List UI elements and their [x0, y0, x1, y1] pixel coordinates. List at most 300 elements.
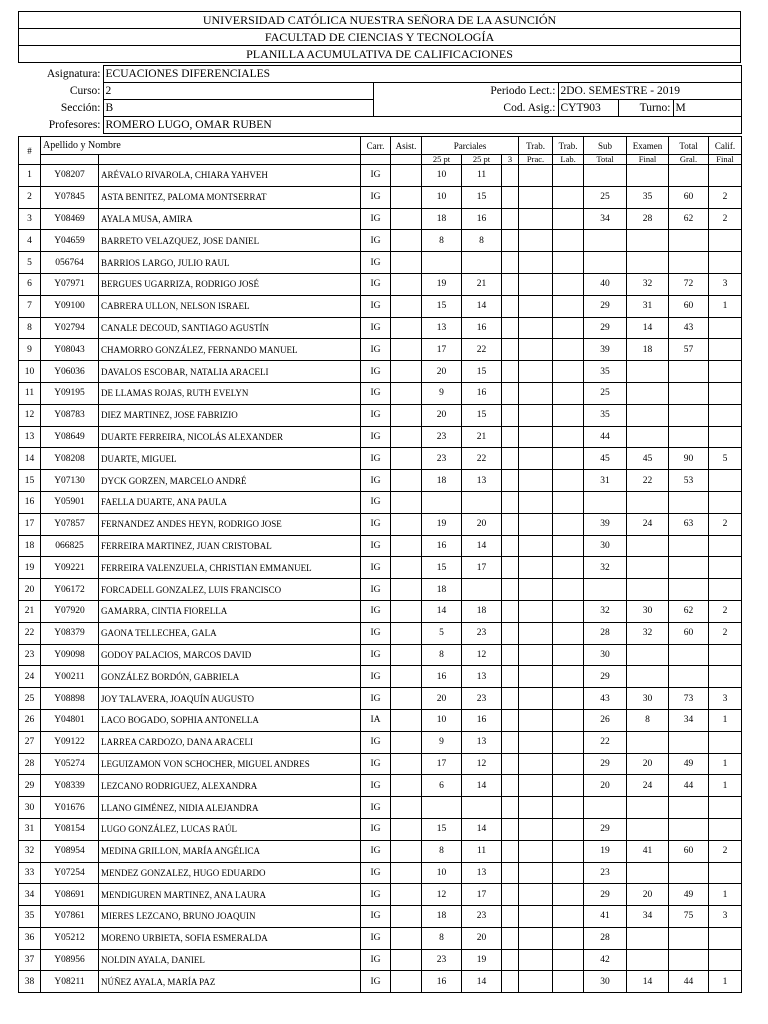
student-name: BARRETO VELAZQUEZ, JOSE DANIEL: [99, 230, 361, 252]
trab-prac: [519, 840, 553, 862]
parcial-2: 20: [462, 513, 502, 535]
trab-lab: [553, 709, 584, 731]
carrera: IG: [361, 426, 391, 448]
col-examen-final: Final: [627, 155, 669, 165]
calif-final: [709, 579, 742, 601]
parcial-3: [502, 426, 519, 448]
student-code: Y02794: [41, 317, 99, 339]
parcial-1: 19: [422, 273, 462, 295]
parcial-1: 19: [422, 513, 462, 535]
table-row: [19, 753, 742, 775]
total-gral: 49: [669, 753, 709, 775]
parcial-1: 17: [422, 753, 462, 775]
calif-final: 1: [709, 775, 742, 797]
sub-total: [584, 165, 627, 187]
trab-lab: [553, 165, 584, 187]
trab-prac: [519, 644, 553, 666]
col-total-gral: Gral.: [669, 155, 709, 165]
parcial-3: [502, 382, 519, 404]
student-code: Y08211: [41, 971, 99, 993]
row-num: 30: [19, 797, 41, 819]
student-name: DYCK GORZEN, MARCELO ANDRÉ: [99, 470, 361, 492]
examen-final: [627, 797, 669, 819]
parcial-3: [502, 971, 519, 993]
row-num: 2: [19, 186, 41, 208]
examen-final: [627, 731, 669, 753]
trab-prac: [519, 884, 553, 906]
course-info: [18, 65, 742, 134]
sub-total: 23: [584, 862, 627, 884]
col-nombre: Apellido y Nombre: [41, 137, 361, 155]
table-row: [19, 404, 742, 426]
row-num: 28: [19, 753, 41, 775]
carrera: IG: [361, 884, 391, 906]
curso-label: Curso:: [69, 85, 101, 97]
parcial-3: [502, 252, 519, 274]
asistencia: [391, 862, 422, 884]
sub-total: [584, 252, 627, 274]
parcial-3: [502, 317, 519, 339]
asistencia: [391, 666, 422, 688]
parcial-1: 10: [422, 165, 462, 187]
row-num: 22: [19, 622, 41, 644]
row-num: 38: [19, 971, 41, 993]
parcial-2: 22: [462, 339, 502, 361]
col-sub-total: Total: [584, 155, 627, 165]
parcial-2: 12: [462, 644, 502, 666]
asistencia: [391, 971, 422, 993]
total-gral: [669, 165, 709, 187]
parcial-1: 20: [422, 361, 462, 383]
parcial-3: [502, 339, 519, 361]
student-name: LARREA CARDOZO, DANA ARACELI: [99, 731, 361, 753]
total-gral: 63: [669, 513, 709, 535]
calif-final: 3: [709, 273, 742, 295]
total-gral: [669, 230, 709, 252]
trab-lab: [553, 600, 584, 622]
parcial-1: 9: [422, 382, 462, 404]
parcial-1: [422, 797, 462, 819]
carrera: IG: [361, 971, 391, 993]
asistencia: [391, 949, 422, 971]
asistencia: [391, 426, 422, 448]
sub-total: 26: [584, 709, 627, 731]
calif-final: 1: [709, 709, 742, 731]
table-row: [19, 666, 742, 688]
carrera: IG: [361, 382, 391, 404]
parcial-1: 12: [422, 884, 462, 906]
parcial-2: 16: [462, 317, 502, 339]
row-num: 7: [19, 295, 41, 317]
sub-total: 25: [584, 186, 627, 208]
student-code: Y08956: [41, 949, 99, 971]
trab-lab: [553, 797, 584, 819]
student-code: Y08339: [41, 775, 99, 797]
table-row: [19, 448, 742, 470]
sub-total: [584, 579, 627, 601]
parcial-1: 23: [422, 426, 462, 448]
col-p3: 3: [502, 155, 519, 165]
parcial-3: [502, 404, 519, 426]
examen-final: [627, 535, 669, 557]
sub-total: 35: [584, 361, 627, 383]
asistencia: [391, 448, 422, 470]
trab-lab: [553, 644, 584, 666]
trab-prac: [519, 230, 553, 252]
row-num: 37: [19, 949, 41, 971]
student-name: FORCADELL GONZALEZ, LUIS FRANCISCO: [99, 579, 361, 601]
carrera: IG: [361, 775, 391, 797]
table-row: [19, 906, 742, 928]
grade-sheet: [18, 11, 741, 993]
total-gral: [669, 579, 709, 601]
student-code: 056764: [41, 252, 99, 274]
table-row: [19, 971, 742, 993]
parcial-3: [502, 557, 519, 579]
carrera: IG: [361, 404, 391, 426]
examen-final: 24: [627, 775, 669, 797]
trab-prac: [519, 426, 553, 448]
carrera: IG: [361, 535, 391, 557]
table-row: [19, 317, 742, 339]
parcial-2: 14: [462, 818, 502, 840]
table-row: [19, 884, 742, 906]
calif-final: 2: [709, 622, 742, 644]
trab-prac: [519, 753, 553, 775]
total-gral: [669, 949, 709, 971]
sub-total: 44: [584, 426, 627, 448]
parcial-1: 20: [422, 688, 462, 710]
examen-final: [627, 404, 669, 426]
table-row: [19, 535, 742, 557]
trab-lab: [553, 688, 584, 710]
cod-asig-label: Cod. Asig.:: [503, 101, 556, 114]
asignatura-label: Asignatura:: [46, 68, 101, 80]
carrera: IG: [361, 491, 391, 513]
row-num: 19: [19, 557, 41, 579]
grades-table: [18, 136, 742, 993]
trab-prac: [519, 818, 553, 840]
parcial-3: [502, 731, 519, 753]
trab-prac: [519, 361, 553, 383]
parcial-2: 11: [462, 165, 502, 187]
table-row: [19, 709, 742, 731]
trab-lab: [553, 971, 584, 993]
parcial-1: 8: [422, 644, 462, 666]
col-num: #: [19, 137, 41, 165]
calif-final: [709, 404, 742, 426]
parcial-3: [502, 361, 519, 383]
carrera: IG: [361, 230, 391, 252]
asistencia: [391, 273, 422, 295]
examen-final: [627, 666, 669, 688]
parcial-3: [502, 862, 519, 884]
trab-lab: [553, 295, 584, 317]
parcial-2: 16: [462, 709, 502, 731]
col-asist: Asist.: [391, 137, 422, 155]
calif-final: [709, 165, 742, 187]
calif-final: [709, 862, 742, 884]
sub-total: 35: [584, 404, 627, 426]
trab-lab: [553, 186, 584, 208]
parcial-1: 18: [422, 208, 462, 230]
parcial-2: 14: [462, 535, 502, 557]
parcial-3: [502, 775, 519, 797]
parcial-1: 16: [422, 666, 462, 688]
trab-lab: [553, 273, 584, 295]
carrera: IG: [361, 513, 391, 535]
student-name: MIERES LEZCANO, BRUNO JOAQUIN: [99, 906, 361, 928]
student-name: JOY TALAVERA, JOAQUÍN AUGUSTO: [99, 688, 361, 710]
examen-final: [627, 382, 669, 404]
examen-final: [627, 491, 669, 513]
row-num: 6: [19, 273, 41, 295]
student-name: MEDINA GRILLON, MARÍA ANGÉLICA: [99, 840, 361, 862]
row-num: 10: [19, 361, 41, 383]
calif-final: [709, 666, 742, 688]
carrera: IG: [361, 644, 391, 666]
trab-lab: [553, 753, 584, 775]
table-row: [19, 208, 742, 230]
calif-final: [709, 252, 742, 274]
carrera: IA: [361, 709, 391, 731]
calif-final: [709, 382, 742, 404]
student-name: CHAMORRO GONZÁLEZ, FERNANDO MANUEL: [99, 339, 361, 361]
carrera: IG: [361, 622, 391, 644]
carrera: IG: [361, 252, 391, 274]
calif-final: 1: [709, 884, 742, 906]
student-code: Y08691: [41, 884, 99, 906]
parcial-2: 23: [462, 622, 502, 644]
sub-total: 25: [584, 382, 627, 404]
parcial-3: [502, 579, 519, 601]
parcial-3: [502, 448, 519, 470]
total-gral: [669, 404, 709, 426]
examen-final: [627, 644, 669, 666]
asistencia: [391, 884, 422, 906]
parcial-2: 14: [462, 775, 502, 797]
asistencia: [391, 317, 422, 339]
turno-label: Turno:: [639, 102, 671, 114]
carrera: IG: [361, 295, 391, 317]
table-row: [19, 622, 742, 644]
row-num: 35: [19, 906, 41, 928]
trab-prac: [519, 513, 553, 535]
examen-final: 30: [627, 688, 669, 710]
sub-total: 29: [584, 753, 627, 775]
total-gral: [669, 797, 709, 819]
row-num: 25: [19, 688, 41, 710]
total-gral: [669, 666, 709, 688]
examen-final: 32: [627, 622, 669, 644]
asistencia: [391, 840, 422, 862]
examen-final: 30: [627, 600, 669, 622]
table-row: [19, 644, 742, 666]
parcial-3: [502, 535, 519, 557]
parcial-2: 17: [462, 557, 502, 579]
parcial-1: 14: [422, 600, 462, 622]
carrera: IG: [361, 208, 391, 230]
student-name: ASTA BENITEZ, PALOMA MONTSERRAT: [99, 186, 361, 208]
col-p2: 25 pt: [462, 155, 502, 165]
trab-prac: [519, 165, 553, 187]
periodo-label: Periodo Lect.:: [490, 85, 556, 98]
asistencia: [391, 535, 422, 557]
table-row: [19, 513, 742, 535]
total-gral: 34: [669, 709, 709, 731]
student-name: LEZCANO RODRIGUEZ, ALEXANDRA: [99, 775, 361, 797]
carrera: IG: [361, 731, 391, 753]
carrera: IG: [361, 797, 391, 819]
row-num: 29: [19, 775, 41, 797]
calif-final: 2: [709, 840, 742, 862]
examen-final: 31: [627, 295, 669, 317]
parcial-1: 16: [422, 535, 462, 557]
student-name: LLANO GIMÉNEZ, NIDIA ALEJANDRA: [99, 797, 361, 819]
parcial-1: 18: [422, 470, 462, 492]
student-code: Y08154: [41, 818, 99, 840]
sub-total: 30: [584, 535, 627, 557]
student-name: GAMARRA, CINTIA FIORELLA: [99, 600, 361, 622]
table-row: [19, 688, 742, 710]
total-gral: 62: [669, 600, 709, 622]
student-name: MORENO URBIETA, SOFIA ESMERALDA: [99, 927, 361, 949]
trab-prac: [519, 906, 553, 928]
student-code: Y00211: [41, 666, 99, 688]
col-p1: 25 pt: [422, 155, 462, 165]
asistencia: [391, 491, 422, 513]
student-code: Y08898: [41, 688, 99, 710]
examen-final: 20: [627, 753, 669, 775]
table-row: [19, 382, 742, 404]
parcial-2: 15: [462, 186, 502, 208]
student-code: Y08954: [41, 840, 99, 862]
parcial-1: 15: [422, 557, 462, 579]
student-name: ARÉVALO RIVAROLA, CHIARA YAHVEH: [99, 165, 361, 187]
trab-lab: [553, 884, 584, 906]
row-num: 16: [19, 491, 41, 513]
row-num: 15: [19, 470, 41, 492]
student-code: Y08469: [41, 208, 99, 230]
parcial-3: [502, 230, 519, 252]
carrera: IG: [361, 840, 391, 862]
sub-total: 22: [584, 731, 627, 753]
row-num: 31: [19, 818, 41, 840]
sub-total: 30: [584, 644, 627, 666]
trab-prac: [519, 208, 553, 230]
total-gral: [669, 252, 709, 274]
carrera: IG: [361, 862, 391, 884]
parcial-2: 21: [462, 273, 502, 295]
table-row: [19, 731, 742, 753]
sub-total: 39: [584, 339, 627, 361]
parcial-1: 8: [422, 230, 462, 252]
parcial-2: 19: [462, 949, 502, 971]
examen-final: 20: [627, 884, 669, 906]
asistencia: [391, 165, 422, 187]
total-gral: [669, 818, 709, 840]
trab-prac: [519, 731, 553, 753]
carrera: IG: [361, 317, 391, 339]
asistencia: [391, 688, 422, 710]
trab-lab: [553, 775, 584, 797]
examen-final: 28: [627, 208, 669, 230]
sub-total: 42: [584, 949, 627, 971]
faculty-name: FACULTAD DE CIENCIAS Y TECNOLOGÍA: [19, 29, 740, 46]
carrera: IG: [361, 361, 391, 383]
turno-value: M: [673, 100, 741, 117]
student-name: DE LLAMAS ROJAS, RUTH EVELYN: [99, 382, 361, 404]
calif-final: 1: [709, 971, 742, 993]
carrera: IG: [361, 949, 391, 971]
parcial-1: 8: [422, 840, 462, 862]
row-num: 13: [19, 426, 41, 448]
sub-total: 28: [584, 622, 627, 644]
student-name: GAONA TELLECHEA, GALA: [99, 622, 361, 644]
student-name: GONZÁLEZ BORDÓN, GABRIELA: [99, 666, 361, 688]
calif-final: [709, 361, 742, 383]
asistencia: [391, 382, 422, 404]
total-gral: 53: [669, 470, 709, 492]
asignatura-value: ECUACIONES DIFERENCIALES: [103, 66, 741, 83]
asistencia: [391, 361, 422, 383]
calif-final: [709, 491, 742, 513]
table-row: [19, 557, 742, 579]
parcial-3: [502, 949, 519, 971]
sub-total: 30: [584, 971, 627, 993]
total-gral: 60: [669, 186, 709, 208]
total-gral: [669, 361, 709, 383]
carrera: IG: [361, 818, 391, 840]
trab-lab: [553, 426, 584, 448]
examen-final: [627, 818, 669, 840]
calif-final: [709, 470, 742, 492]
student-name: CABRERA ULLON, NELSON ISRAEL: [99, 295, 361, 317]
trab-prac: [519, 688, 553, 710]
parcial-2: 11: [462, 840, 502, 862]
total-gral: [669, 535, 709, 557]
sub-total: 19: [584, 840, 627, 862]
student-name: LUGO GONZÁLEZ, LUCAS RAÚL: [99, 818, 361, 840]
sub-total: 31: [584, 470, 627, 492]
trab-prac: [519, 339, 553, 361]
student-code: Y04659: [41, 230, 99, 252]
student-name: FERNANDEZ ANDES HEYN, RODRIGO JOSE: [99, 513, 361, 535]
student-code: Y06172: [41, 579, 99, 601]
row-num: 21: [19, 600, 41, 622]
examen-final: 22: [627, 470, 669, 492]
table-row: [19, 840, 742, 862]
col-trab-prac: Trab.: [519, 137, 553, 155]
examen-final: 14: [627, 971, 669, 993]
calif-final: 1: [709, 753, 742, 775]
trab-lab: [553, 382, 584, 404]
parcial-2: 15: [462, 404, 502, 426]
total-gral: 73: [669, 688, 709, 710]
trab-lab: [553, 906, 584, 928]
sub-total: 45: [584, 448, 627, 470]
total-gral: [669, 731, 709, 753]
calif-final: [709, 927, 742, 949]
asistencia: [391, 186, 422, 208]
student-code: Y08207: [41, 165, 99, 187]
carrera: IG: [361, 339, 391, 361]
student-code: Y07857: [41, 513, 99, 535]
trab-prac: [519, 862, 553, 884]
parcial-1: 16: [422, 971, 462, 993]
carrera: IG: [361, 579, 391, 601]
total-gral: 62: [669, 208, 709, 230]
